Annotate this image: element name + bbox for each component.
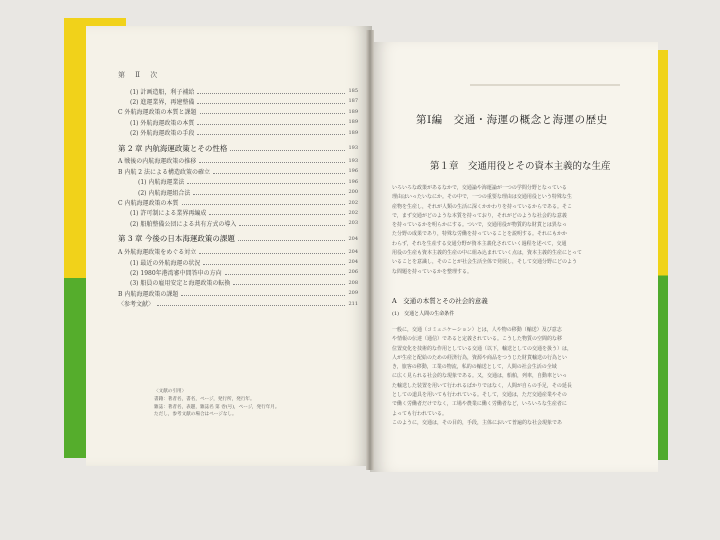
- toc-entry-label: A 外航海運政策をめぐる対立: [118, 249, 197, 257]
- toc-entry-page: 211: [348, 300, 358, 307]
- toc-entry-label: (1) 内航海運業法: [138, 179, 185, 187]
- toc-leader-dots: [233, 280, 345, 285]
- body-text-line: わらず，それを生産する交通分野が資本主義化されていく過程を述べて，交通: [392, 240, 567, 247]
- toc-entry: [118, 166, 358, 176]
- toc-entry: [118, 156, 358, 166]
- body-text-line: を持っているかを明らかにする。ついで，交通用役が物質的な財貨とは異なっ: [392, 222, 567, 229]
- note-line: 雑誌：著者名，表題，雑誌名 第 巻(号)，ページ，発行年月。: [154, 404, 280, 410]
- toc-entry-label: (2) 進運業界，再建整備: [130, 98, 195, 106]
- toc-leader-dots: [200, 109, 346, 114]
- toc-entry-page: 185: [348, 88, 358, 94]
- toc-leader-dots: [230, 146, 345, 151]
- toc-entry-label: 〈参考文献〉: [118, 301, 155, 309]
- toc-leader-dots: [197, 120, 345, 125]
- toc-entry-label: (3) 船員の雇用安定と海運政策の転換: [130, 280, 231, 288]
- body-text-line: 用役の生産も資本主義的生産の中に組み込まれていく点は，資本主義的生産にとって: [392, 250, 582, 257]
- body-text-line: や情報の伝達（通信）であると定義されている。こうした物質の空間的な移: [392, 336, 563, 343]
- body-text-line: な問題を持っているかを整理する。: [392, 268, 473, 275]
- body-text-line: としての道具を用いても行われている。そして，交通は，ただ交通産業やその: [392, 392, 567, 399]
- toc-entry-page: 187: [348, 98, 358, 105]
- toc-leader-dots: [239, 221, 345, 226]
- toc-leader-dots: [182, 200, 346, 205]
- toc-leader-dots: [213, 169, 346, 174]
- body-text-line: よっても行われている。: [392, 410, 448, 417]
- body-text-line: いることを意識し，そのことが社会生活全体で発展し，そして交通分野にどのよう: [392, 259, 578, 266]
- body-text-line: 人が生産と配給のための経済行為，資源や商品をつうじた財貨輸送の行為とい: [392, 354, 568, 361]
- toc-entry-label: C 外航海運政策の本質と課題: [118, 109, 197, 117]
- toc-entry: [118, 208, 358, 218]
- toc-entry: [118, 107, 358, 117]
- body-text-line: このように，交通は，その目的，手段，主体において普遍的な社会現象であ: [392, 419, 563, 426]
- part-title: 第Ⅰ編 交通・海運の概念と海運の歴史: [416, 114, 608, 126]
- body-text-line: 理由はいったいなにか。その中で，一つの重要な理由は交通用役という特殊な生: [392, 194, 572, 201]
- chapter-title: 第１章 交通用役とその資本主義的な生産: [430, 161, 611, 172]
- toc-entry-page: 193: [348, 145, 358, 152]
- toc-entry-page: 196: [348, 168, 358, 175]
- toc-leader-dots: [199, 158, 345, 163]
- faded-running-head: [470, 84, 620, 86]
- subsection-title: (1) 交通と人間の生命条件: [392, 311, 455, 317]
- toc-entry-page: 193: [348, 157, 358, 164]
- body-text-line: 一般に，交通（コミュニケーション）とは，人や物の移動（輸送）及び意志: [392, 327, 562, 333]
- toc-entry-page: 196: [348, 178, 358, 185]
- toc-entry: [118, 141, 358, 156]
- toc-entry-label: (1) 最近の外航海運の状況: [130, 259, 201, 267]
- toc-entry-page: 200: [348, 189, 358, 196]
- toc-entry-page: 189: [348, 119, 358, 126]
- note-line: 書籍：著者名，書名，ページ，発行所，発行年。: [154, 396, 255, 402]
- toc-entry-page: 208: [348, 279, 358, 286]
- note-line: 〈文献の引用〉: [154, 389, 187, 394]
- toc-leader-dots: [203, 260, 345, 265]
- toc-entry-label: A 戦後の内航海運政策の推移: [118, 158, 197, 166]
- toc-entry-page: 202: [348, 209, 358, 216]
- toc-entry-label: (1) 計画造船，利子補給: [130, 88, 195, 96]
- note-line: ただし，参考文献の場合はページなし。: [154, 412, 237, 418]
- toc-entry-label: 第 3 章 今後の日本海運政策の課題: [118, 234, 235, 244]
- toc-leader-dots: [187, 179, 345, 184]
- toc-entry-label: (1) 許可制による業界再編成: [130, 210, 207, 218]
- toc-entry-page: 203: [348, 220, 358, 227]
- toc-entry: [118, 187, 358, 197]
- toc-entry-page: 209: [348, 290, 358, 297]
- toc-leader-dots: [225, 270, 346, 275]
- toc-leader-dots: [209, 210, 345, 215]
- toc-entry: [118, 288, 358, 298]
- toc-leader-dots: [199, 249, 345, 254]
- toc-entry-page: 202: [348, 199, 358, 206]
- toc-leader-dots: [193, 190, 345, 195]
- toc-entry: [118, 218, 358, 228]
- toc-entry-label: (1) 外航海運政策の本質: [130, 119, 195, 127]
- toc-entry: [118, 198, 358, 208]
- toc-entry: [118, 231, 358, 246]
- toc-entry-label: 第 2 章 内航海運政策とその性格: [118, 143, 228, 153]
- toc-entry: [118, 267, 358, 277]
- book-spine: [366, 30, 374, 470]
- toc-leader-dots: [197, 89, 345, 94]
- toc-entry: [118, 257, 358, 267]
- toc-entry-page: 206: [348, 269, 358, 276]
- toc-entry-page: 189: [348, 129, 358, 136]
- toc-leader-dots: [197, 130, 345, 135]
- toc-entry-label: B 内航 2 法による構造政策の確立: [118, 168, 210, 176]
- toc-entry: [118, 177, 358, 187]
- toc-entry-page: 189: [348, 108, 358, 115]
- toc-entry: [118, 86, 358, 96]
- toc-entry: [118, 117, 358, 127]
- body-paragraph-2: [392, 326, 644, 428]
- toc-entry: [118, 299, 358, 309]
- toc-entry-page: 204: [348, 248, 358, 255]
- body-text-line: 産物を生産し，それが人類の生活に深くかかわりを持っているからである。そこ: [392, 203, 572, 210]
- toc-entry-page: 204: [348, 235, 358, 242]
- body-text-line: き，旅客の移動，工業の物流，私的の輸送として，人間の社会生活の全域: [392, 364, 557, 371]
- toc-entry-label: B 内航海運政策の課題: [118, 290, 179, 298]
- citation-notes: [154, 388, 354, 419]
- body-paragraph-1: [392, 184, 644, 277]
- toc-leader-dots: [181, 291, 345, 296]
- toc-leader-dots: [157, 301, 345, 306]
- toc-entry-label: (2) 外航海運政策の手段: [130, 130, 195, 138]
- toc-entry: [118, 278, 358, 288]
- toc-entry: [118, 247, 358, 257]
- toc-entry-label: (2) 内航海運組合法: [138, 189, 191, 197]
- body-text-line: いろいろな政策があるなかで，交通論や海運論が一つの学問分野となっている: [392, 185, 567, 191]
- body-text-line: た輸送した装置を用いて行われるばかりではなく，人間が自らの手足，その延長: [392, 382, 572, 389]
- toc-entry-label: C 内航海運政策の本質: [118, 200, 179, 208]
- body-text-line: に広く見られる社会的な現象である。又，交通は，船舶，列車，自動車といっ: [392, 373, 568, 380]
- toc-entry-label: (2) 船舶整備公団による共有方式の導入: [130, 220, 237, 228]
- toc-leader-dots: [238, 236, 346, 241]
- section-title: A 交通の本質とその社会的意義: [392, 297, 488, 305]
- running-head: 第 Ⅱ 次: [118, 71, 162, 79]
- toc-entry-label: (2) 1980年港湾審中間答申の方向: [130, 269, 222, 277]
- body-text-line: で働く労働者だけでなく，工場や農業に働く労働者など，いろいろな生産者に: [392, 401, 567, 408]
- body-text-line: で，まず交通がどのような本質を持っており，それがどのような社会的な意義: [392, 212, 567, 219]
- table-of-contents: [118, 86, 358, 309]
- toc-leader-dots: [197, 99, 345, 104]
- body-text-line: た分野の成果であり，特殊な労働を持っていることを説明する。それにもかか: [392, 231, 568, 238]
- toc-entry: [118, 128, 358, 138]
- toc-entry-page: 204: [348, 259, 358, 266]
- toc-entry: [118, 96, 358, 106]
- body-text-line: 位置変化を技術的な作用としている交通（以下，輸送としての交通を扱う）は，: [392, 345, 573, 352]
